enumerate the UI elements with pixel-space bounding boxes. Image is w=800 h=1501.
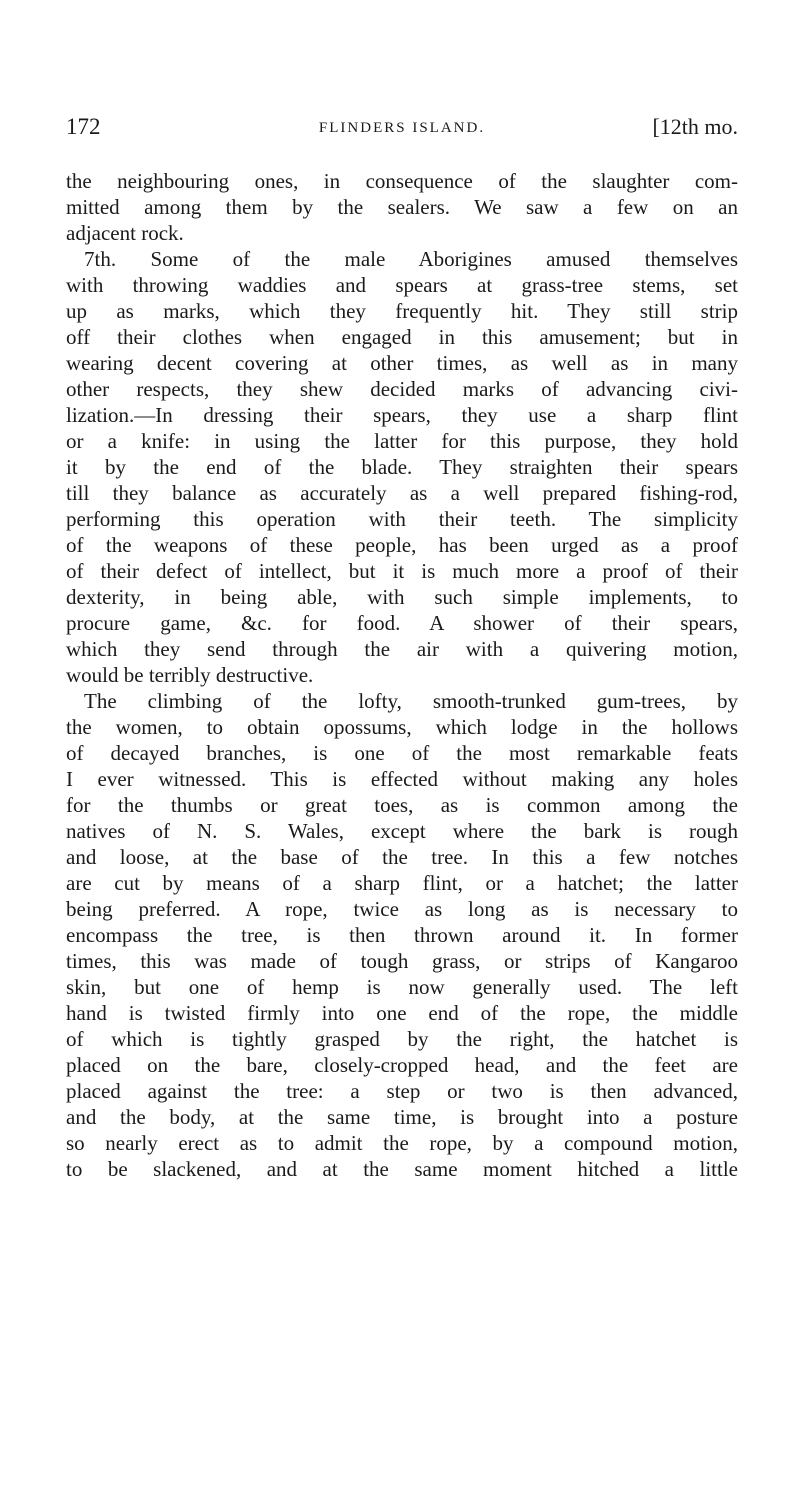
paragraph: [66, 688, 738, 1182]
text-line: so nearly erect as to admit the rope, by a compound motion,: [66, 1131, 738, 1155]
running-head: [66, 112, 738, 146]
text-line: and loose, at the base of the tree. In this a few notches: [66, 845, 738, 869]
text-line: to be slackened, and at the same moment hitched a little: [66, 1157, 738, 1181]
text-line: hand is twisted firmly into one end of the rope, the middle: [66, 1001, 738, 1025]
text-line: procure game, &c. for food. A shower of their spears,: [66, 611, 738, 635]
text-line: placed on the bare, closely-cropped head, and the feet are: [66, 1053, 738, 1077]
text-line: mitted among them by the sealers. We saw a few on an: [66, 195, 738, 219]
body-text: [66, 168, 738, 1182]
text-line: placed against the tree: a step or two is then advanced,: [66, 1079, 738, 1103]
paragraph: [66, 168, 738, 246]
text-line: skin, but one of hemp is now generally used. The left: [66, 975, 738, 999]
text-line: off their clothes when engaged in this amusement; but in: [66, 325, 738, 349]
text-line: for the thumbs or great toes, as is common among the: [66, 793, 738, 817]
text-line: I ever witnessed. This is effected without making any holes: [66, 767, 738, 791]
text-line: would be terribly destructive.: [66, 663, 314, 687]
date-marker: [12th mo.: [652, 114, 738, 139]
text-line: The climbing of the lofty, smooth-trunked gum-trees, by: [84, 689, 738, 713]
text-line: of the weapons of these people, has been urged as a proof: [66, 533, 738, 557]
page-number: 172: [66, 114, 101, 139]
text-line: lization.—In dressing their spears, they use a sharp flint: [66, 403, 738, 427]
text-line: of their defect of intellect, but it is much more a proof of their: [66, 559, 738, 583]
text-line: adjacent rock.: [66, 221, 184, 245]
text-line: till they balance as accurately as a well prepared fishing-rod,: [66, 481, 738, 505]
text-line: with throwing waddies and spears at grass-tree stems, set: [66, 273, 738, 297]
text-line: of which is tightly grasped by the right, the hatchet is: [66, 1027, 738, 1051]
running-title: FLINDERS ISLAND.: [318, 120, 486, 136]
text-line: up as marks, which they frequently hit. They still strip: [66, 299, 738, 323]
text-line: it by the end of the blade. They straighten their spears: [66, 455, 738, 479]
text-line: of decayed branches, is one of the most remarkable feats: [66, 741, 738, 765]
text-line: being preferred. A rope, twice as long as is necessary to: [66, 897, 738, 921]
text-line: are cut by means of a sharp flint, or a hatchet; the latter: [66, 871, 738, 895]
text-line: 7th. Some of the male Aborigines amused themselves: [84, 247, 738, 271]
text-line: dexterity, in being able, with such simple implements, to: [66, 585, 738, 609]
paragraph: [66, 246, 738, 688]
text-line: natives of N. S. Wales, except where the bark is rough: [66, 819, 738, 843]
text-line: and the body, at the same time, is brought into a posture: [66, 1105, 738, 1129]
text-line: the women, to obtain opossums, which lodge in the hollows: [66, 715, 738, 739]
text-line: performing this operation with their teeth. The simplicity: [66, 507, 738, 531]
text-line: or a knife: in using the latter for this purpose, they hold: [66, 429, 738, 453]
text-line: wearing decent covering at other times, as well as in many: [66, 351, 738, 375]
text-line: other respects, they shew decided marks of advancing civi-: [66, 377, 738, 401]
text-line: the neighbouring ones, in consequence of the slaughter com-: [66, 169, 738, 193]
text-line: which they send through the air with a quivering motion,: [66, 637, 738, 661]
text-line: encompass the tree, is then thrown around it. In former: [66, 923, 738, 947]
text-line: times, this was made of tough grass, or strips of Kangaroo: [66, 949, 738, 973]
